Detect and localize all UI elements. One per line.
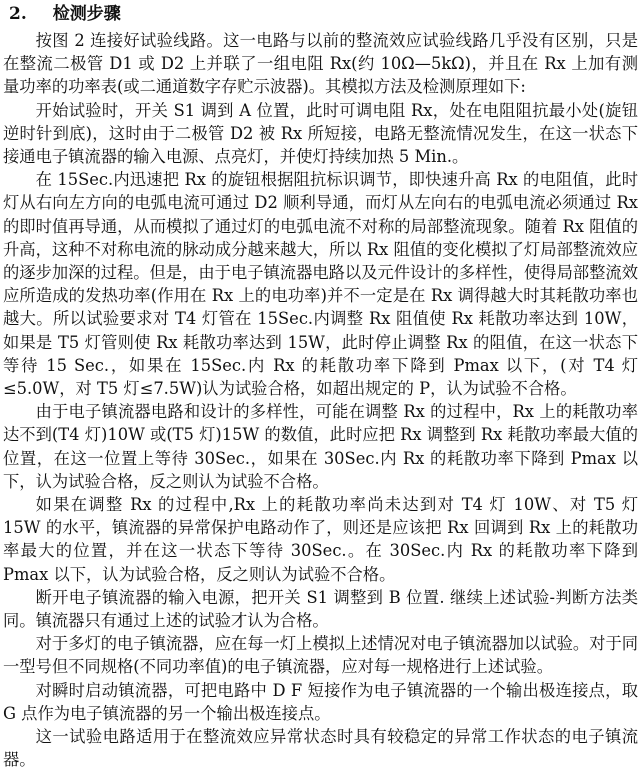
paragraph: 由于电子镇流器电路和设计的多样性，可能在调整 Rx 的过程中，Rx 上的耗散功率达不到(T4 灯)10W 或(T5 灯)15W 的数值，此时应把 Rx 调整到 Rx 耗散功率最大值的位置，在这一位置上等待 30Sec.，如果在 30Sec.内 Rx 的耗散功率下降到 Pmax 以下，认为试验合格，反之则认为试验不合格。 — [3, 402, 638, 491]
section-number: 2. — [9, 4, 27, 24]
paragraph: 对于多灯的电子镇流器，应在每一灯上模拟上述情况对电子镇流器加以试验。对于同一型号但不同规格(不同功率值)的电子镇流器，应对每一规格进行上述试验。 — [3, 634, 639, 677]
section-heading — [9, 1, 638, 28]
paragraph: 如果在调整 Rx 的过程中,Rx 上的耗散功率尚未达到对 T4 灯 10W、对 T5 灯 15W 的水平，镇流器的异常保护电路动作了，则还是应该把 Rx 回调到 Rx 上的耗散功率最大的位置，并在这一状态下等待 30Sec.。在 30Sec.内 Rx 的耗散功率下降到 Pmax 以下，认为试验合格，反之则认为试验不合格。 — [3, 495, 638, 584]
paragraph: 这一试验电路适用于在整流效应异常状态时具有较稳定的异常工作状态的电子镇流器。 — [3, 727, 638, 770]
paragraph: 按图 2 连接好试验线路。这一电路与以前的整流效应试验线路几乎没有区别，只是在整流二极管 D1 或 D2 上并联了一组电阻 Rx(约 10Ω—5kΩ)，并且在 Rx 上加有测量功率的功率表(或二通道数字存贮示波器)。其模拟方法及检测原理如下: — [3, 31, 638, 97]
paragraph: 开始试验时，开关 S1 调到 A 位置，此时可调电阻 Rx，处在电阻阻抗最小处(旋钮逆时针到底)，这时由于二极管 D2 被 Rx 所短接，电路无整流情况发生，在这一状态下接通电子镇流器的输入电源、点亮灯，并使灯持续加热 5 Min.。 — [3, 100, 638, 167]
paragraph: 在 15Sec.内迅速把 Rx 的旋钮根据阻抗标识调节，即快速升高 Rx 的电阻值，此时灯从右向左方向的电弧电流可通过 D2 顺利导通，而灯从左向右的电弧电流必须通过 Rx 的即时值再导通，从而模拟了通过灯的电弧电流不对称的局部整流现象。随着 Rx 阻值的升高，这种不对称电流的脉动成分越来越大，所以 Rx 阻值的变化模拟了灯局部整流效应的逐步加深的过程。但是，由于电子镇流器电路以及元件设计的多样性，使得局部整流效应所造成的发热功率(作用在 Rx 上的电功率)并不一定是在 Rx 调得越大时其耗散功率也越大。所以试验要求对 T4 灯管在 15Sec.内调整 Rx 阻值使 Rx 耗散功率达到 10W，如果是 T5 灯管则使 Rx 耗散功率达到 15W，此时停止调整 Rx 的阻值，在这一状态下等待 15 Sec.，如果在 15Sec.内 Rx 的耗散功率下降到 Pmax 以下，(对 T4 灯≤5.0W，对 T5 灯≤7.5W)认为试验合格，如超出规定的 P，认为试验不合格。 — [3, 170, 638, 399]
paragraph: 断开电子镇流器的输入电源，把开关 S1 调整到 B 位置. 继续上述试验-判断方法类同。镇流器只有通过上述的试验才认为合格。 — [3, 587, 638, 631]
section-title: 检测步骤 — [52, 4, 121, 24]
paragraph: 对瞬时启动镇流器，可把电路中 D F 短接作为电子镇流器的一个输出极连接点，取 G 点作为电子镇流器的另一个输出极连接点。 — [3, 680, 638, 723]
document-body — [3, 29, 638, 772]
